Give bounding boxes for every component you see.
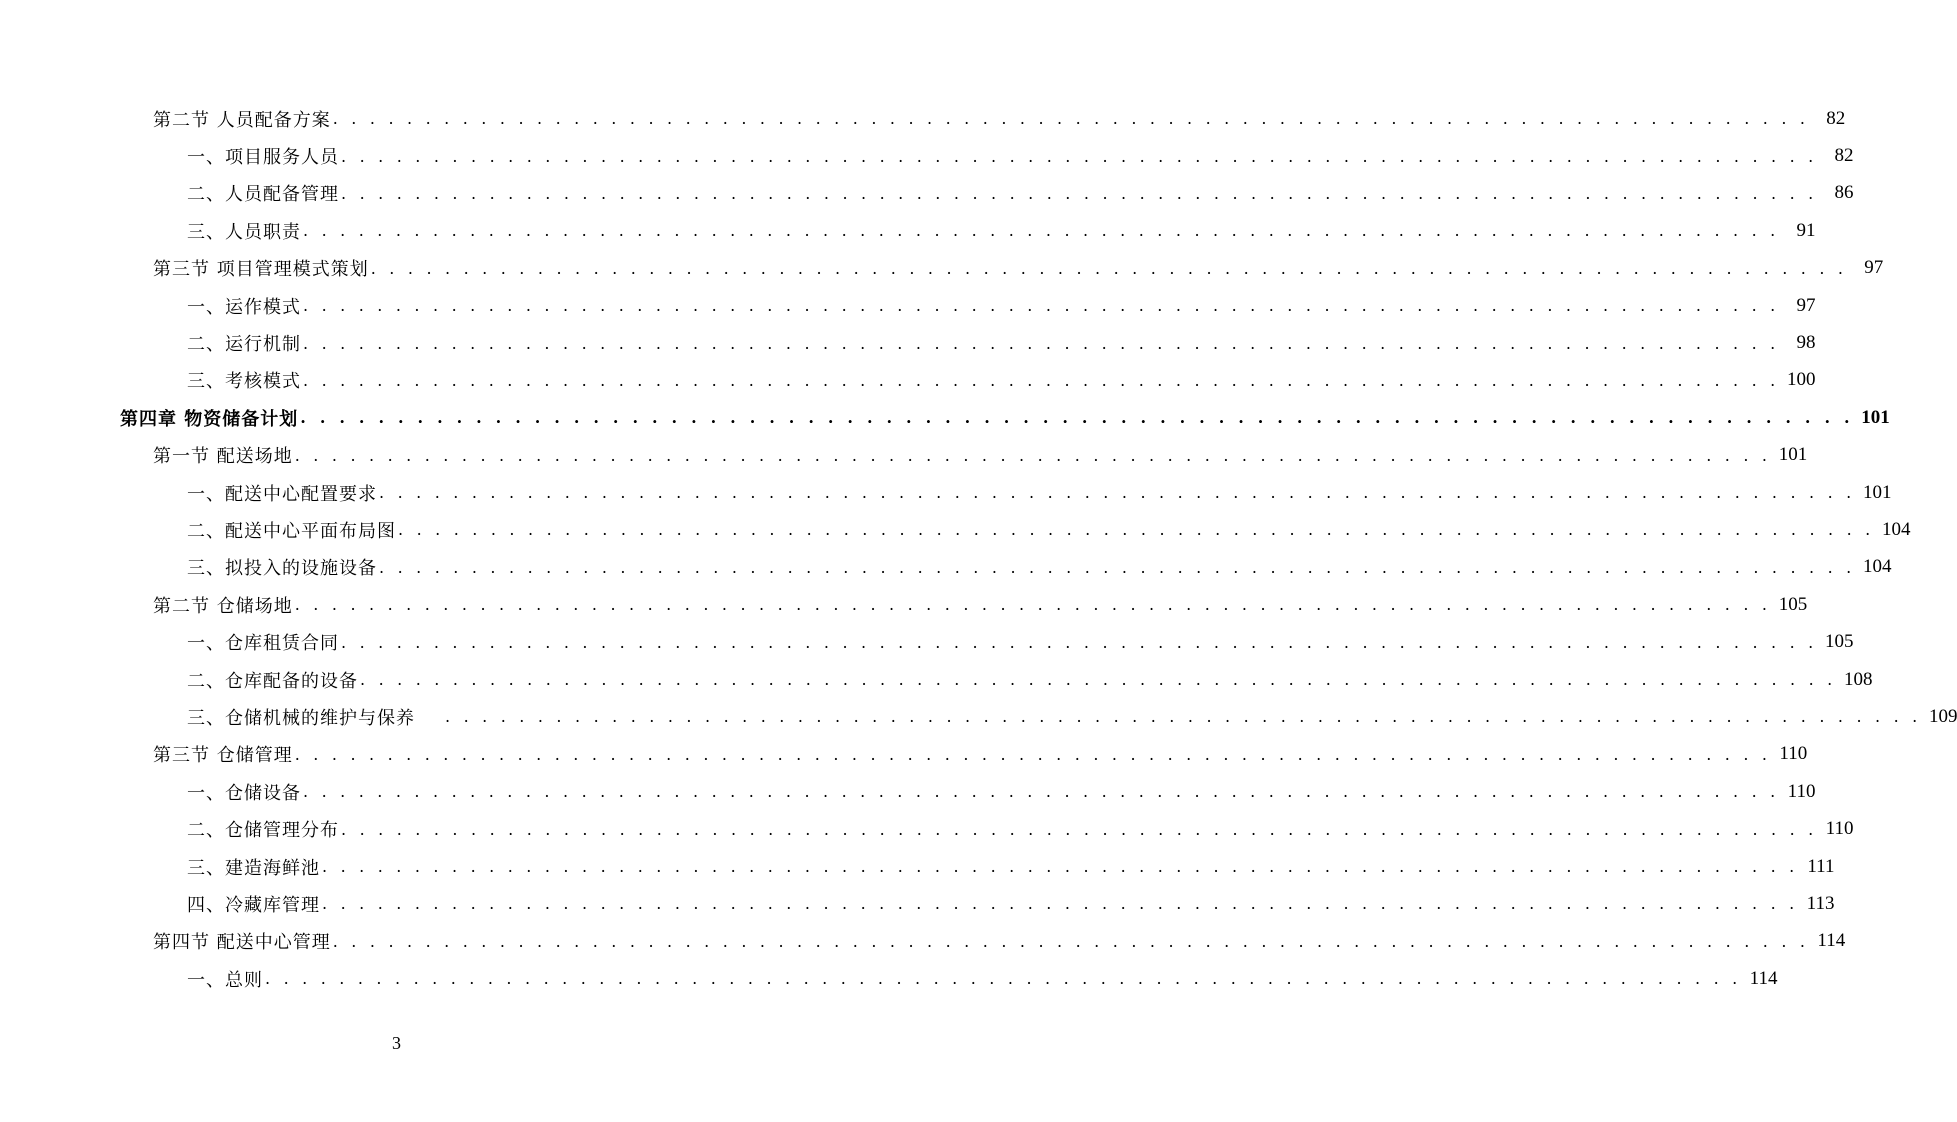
toc-entry-page: 104	[1862, 556, 1892, 578]
toc-entry-item[interactable]	[0, 698, 1957, 735]
toc-entry-page: 101	[1778, 444, 1808, 466]
toc-entry-item[interactable]	[0, 175, 1854, 212]
toc-dot-leader: . . . . . . . . . . . . . . . . . . . . . . . . . . . . . . . . . . . . . . . . . . . . . . . . . . . . . . . . . . . . . . . . . . . . . . . . . . . . . . . .	[303, 221, 1780, 241]
toc-dot-leader: . . . . . . . . . . . . . . . . . . . . . . . . . . . . . . . . . . . . . . . . . . . . . . . . . . . . . . . . . . . . . . . . . . . . . . . . . . . . . . . .	[294, 595, 1772, 615]
toc-dot-leader: . . . . . . . . . . . . . . . . . . . . . . . . . . . . . . . . . . . . . . . . . . . . . . . . . . . . . . . . . . . . . . . . . . . . . . . . . . . . . . . .	[303, 333, 1780, 353]
toc-entry-section[interactable]	[0, 923, 1846, 960]
toc-entry-item[interactable]	[0, 661, 1873, 698]
toc-entry-item[interactable]	[0, 362, 1816, 399]
toc-dot-leader: . . . . . . . . . . . . . . . . . . . . . . . . . . . . . . . . . . . . . . . . . . . . . . . . . . . . . . . . . . . . . . . . . . . . . . . . . . . . . . . .	[370, 258, 1848, 278]
toc-entry-item[interactable]	[0, 549, 1892, 586]
toc-dot-leader: . . . . . . . . . . . . . . . . . . . . . . . . . . . . . . . . . . . . . . . . . . . . . . . . . . . . . . . . . . . . . . . . . . . . . . . . . . . . . . . .	[322, 857, 1799, 876]
toc-entry-page: 111	[1807, 855, 1835, 877]
toc-dot-leader: . . . . . . . . . . . . . . . . . . . . . . . . . . . . . . . . . . . . . . . . . . . . . . . . . . . . . . . . . . . . . . . . . . . . . . . . . . . . . . . .	[341, 146, 1818, 166]
toc-entry-item[interactable]	[0, 324, 1816, 361]
toc-entry-item[interactable]	[0, 885, 1835, 922]
toc-entry-item[interactable]	[0, 773, 1816, 810]
toc-entry-page: 97	[1864, 257, 1884, 279]
toc-entry-page: 82	[1826, 107, 1846, 129]
toc-entry-title: 第一节 配送场地	[153, 446, 293, 468]
toc-entry-item[interactable]	[0, 810, 1854, 847]
toc-entry-title: 一、运作模式	[187, 296, 301, 318]
toc-entry-title: 第三节 项目管理模式策划	[153, 259, 369, 281]
toc-entry-section[interactable]	[0, 250, 1884, 287]
toc-dot-leader: . . . . . . . . . . . . . . . . . . . . . . . . . . . . . . . . . . . . . . . . . . . . . . . . . . . . . . . . . . . . . . . . . . . . . . . . . . . . . . . .	[341, 819, 1818, 839]
toc-entry-page: 82	[1834, 145, 1854, 167]
toc-entry-title: 一、仓储设备	[187, 782, 301, 804]
toc-entry-title: 第二节 仓储场地	[153, 595, 293, 617]
toc-dot-leader: . . . . . . . . . . . . . . . . . . . . . . . . . . . . . . . . . . . . . . . . . . . . . . . . . . . . . . . . . . . . . . . . . . . . . . . . . . . . . . . .	[300, 408, 1854, 428]
toc-entry-page: 100	[1786, 369, 1816, 391]
toc-entry-page: 114	[1749, 967, 1778, 989]
toc-entry-title: 第四章 物资储备计划	[120, 408, 299, 430]
toc-entry-page: 105	[1824, 631, 1854, 653]
toc-dot-leader: . . . . . . . . . . . . . . . . . . . . . . . . . . . . . . . . . . . . . . . . . . . . . . . . . . . . . . . . . . . . . . . . . . . . . . . . . . . . . . . .	[303, 782, 1780, 802]
toc-entry-title: 一、项目服务人员	[187, 147, 339, 169]
toc-entry-title: 第三节 仓储管理	[153, 745, 293, 767]
toc-entry-title: 一、仓库租赁合同	[187, 633, 339, 655]
toc-dot-leader: . . . . . . . . . . . . . . . . . . . . . . . . . . . . . . . . . . . . . . . . . . . . . . . . . . . . . . . . . . . . . . . . . . . . . . . . . . . . . . . .	[360, 670, 1837, 690]
toc-entry-title: 第二节 人员配备方案	[153, 109, 331, 131]
toc-entry-page: 104	[1881, 518, 1911, 540]
toc-entry-title: 三、仓储机械的维护与保养	[187, 707, 415, 729]
toc-entry-title: 一、配送中心配置要求	[187, 483, 377, 505]
toc-dot-leader: . . . . . . . . . . . . . . . . . . . . . . . . . . . . . . . . . . . . . . . . . . . . . . . . . . . . . . . . . . . . . . . . . . . . . . . . . . . . . . . .	[303, 370, 1780, 390]
toc-entry-title: 二、仓库配备的设备	[187, 670, 358, 692]
table-of-contents	[0, 100, 1957, 997]
toc-entry-title: 二、配送中心平面布局图	[187, 520, 396, 542]
toc-dot-leader: . . . . . . . . . . . . . . . . . . . . . . . . . . . . . . . . . . . . . . . . . . . . . . . . . . . . . . . . . . . . . . . . . . . . . . . . . . . . . . . .	[341, 632, 1818, 652]
toc-entry-item[interactable]	[0, 623, 1854, 660]
toc-entry-page: 101	[1861, 406, 1890, 428]
toc-entry-title: 三、拟投入的设施设备	[187, 558, 377, 580]
toc-dot-leader: . . . . . . . . . . . . . . . . . . . . . . . . . . . . . . . . . . . . . . . . . . . . . . . . . . . . . . . . . . . . . . . . . . . . . . . . . . . . . . . .	[332, 109, 1810, 129]
toc-entry-section[interactable]	[0, 100, 1846, 137]
toc-entry-title: 第四节 配送中心管理	[153, 932, 331, 954]
toc-entry-item[interactable]	[0, 287, 1816, 324]
toc-entry-page: 101	[1862, 481, 1892, 503]
toc-entry-title: 三、人员职责	[187, 221, 301, 243]
toc-entry-page: 110	[1779, 743, 1808, 765]
toc-entry-item[interactable]	[0, 511, 1911, 548]
toc-dot-leader: . . . . . . . . . . . . . . . . . . . . . . . . . . . . . . . . . . . . . . . . . . . . . . . . . . . . . . . . . . . . . . . . . . . . . . . . . . . . . . . .	[341, 183, 1818, 203]
toc-entry-item[interactable]	[0, 848, 1835, 885]
toc-entry-item[interactable]	[0, 474, 1892, 511]
toc-dot-leader: . . . . . . . . . . . . . . . . . . . . . . . . . . . . . . . . . . . . . . . . . . . . . . . . . . . . . . . . . . . . . . . . . . . . . . . . . . . . . . . .	[303, 296, 1780, 316]
toc-entry-title: 一、总则	[187, 969, 263, 991]
toc-dot-leader: . . . . . . . . . . . . . . . . . . . . . . . . . . . . . . . . . . . . . . . . . . . . . . . . . . . . . . . . . . . . . . . . . . . . . . . . . . . . . . . .	[379, 483, 1856, 503]
toc-entry-item[interactable]	[0, 212, 1816, 249]
toc-entry-page: 108	[1843, 668, 1873, 690]
toc-dot-leader: . . . . . . . . . . . . . . . . . . . . . . . . . . . . . . . . . . . . . . . . . . . . . . . . . . . . . . . . . . . . . . . . . . . . . . . . . . . . . . . .	[445, 707, 1922, 727]
toc-entry-page: 86	[1834, 182, 1854, 204]
toc-entry-section[interactable]	[0, 586, 1808, 623]
toc-entry-page: 105	[1778, 593, 1808, 615]
toc-entry-item[interactable]	[0, 960, 1778, 997]
toc-entry-chapter[interactable]	[0, 399, 1890, 436]
page-number: 3	[392, 1033, 401, 1053]
toc-entry-page: 110	[1825, 818, 1854, 840]
toc-entry-title: 四、冷藏库管理	[187, 894, 320, 916]
toc-entry-page: 91	[1796, 219, 1816, 241]
toc-dot-leader: . . . . . . . . . . . . . . . . . . . . . . . . . . . . . . . . . . . . . . . . . . . . . . . . . . . . . . . . . . . . . . . . . . . . . . . . . . . . . . . .	[379, 557, 1856, 577]
toc-entry-page: 97	[1796, 294, 1816, 316]
toc-entry-item[interactable]	[0, 137, 1854, 174]
toc-entry-page: 110	[1787, 780, 1816, 802]
toc-entry-title: 三、建造海鲜池	[187, 857, 320, 879]
toc-entry-page: 109	[1928, 705, 1957, 727]
toc-dot-leader: . . . . . . . . . . . . . . . . . . . . . . . . . . . . . . . . . . . . . . . . . . . . . . . . . . . . . . . . . . . . . . . . . . . . . . . . . . . . . . . .	[398, 520, 1875, 540]
toc-entry-page: 98	[1796, 332, 1816, 354]
toc-entry-page: 114	[1817, 930, 1846, 952]
toc-entry-title: 三、考核模式	[187, 371, 301, 393]
toc-entry-title: 二、人员配备管理	[187, 184, 339, 206]
toc-dot-leader: . . . . . . . . . . . . . . . . . . . . . . . . . . . . . . . . . . . . . . . . . . . . . . . . . . . . . . . . . . . . . . . . . . . . . . . . . . . . . . . .	[332, 931, 1810, 951]
toc-entry-page: 113	[1806, 892, 1835, 914]
toc-dot-leader: . . . . . . . . . . . . . . . . . . . . . . . . . . . . . . . . . . . . . . . . . . . . . . . . . . . . . . . . . . . . . . . . . . . . . . . . . . . . . . . .	[294, 445, 1772, 465]
toc-entry-title: 二、仓储管理分布	[187, 820, 339, 842]
toc-dot-leader: . . . . . . . . . . . . . . . . . . . . . . . . . . . . . . . . . . . . . . . . . . . . . . . . . . . . . . . . . . . . . . . . . . . . . . . . . . . . . . . .	[265, 969, 1742, 989]
toc-entry-section[interactable]	[0, 736, 1808, 773]
toc-dot-leader: . . . . . . . . . . . . . . . . . . . . . . . . . . . . . . . . . . . . . . . . . . . . . . . . . . . . . . . . . . . . . . . . . . . . . . . . . . . . . . . .	[294, 744, 1772, 764]
toc-entry-section[interactable]	[0, 437, 1808, 474]
toc-entry-title: 二、运行机制	[187, 334, 301, 356]
toc-dot-leader: . . . . . . . . . . . . . . . . . . . . . . . . . . . . . . . . . . . . . . . . . . . . . . . . . . . . . . . . . . . . . . . . . . . . . . . . . . . . . . . .	[322, 894, 1799, 914]
